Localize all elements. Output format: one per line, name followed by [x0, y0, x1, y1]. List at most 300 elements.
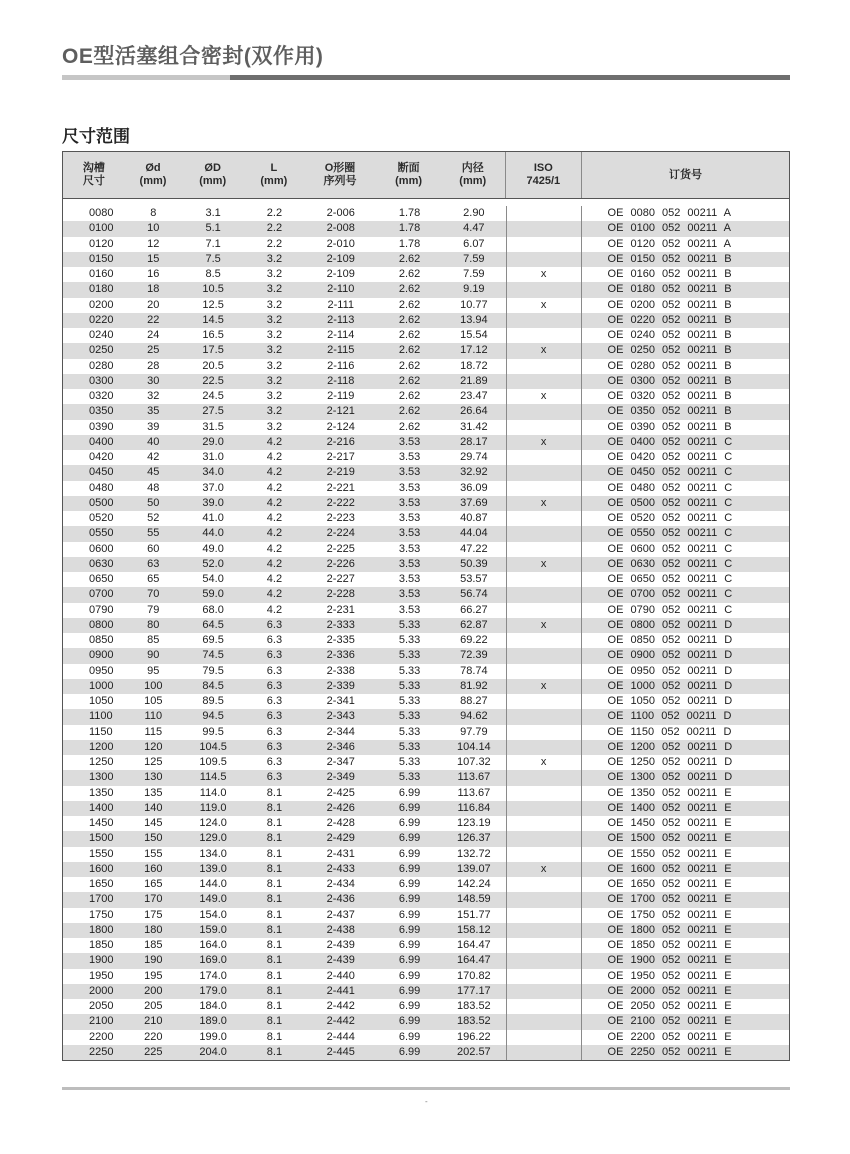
- page-title: OE型活塞组合密封(双作用): [62, 45, 324, 68]
- cell-oring-series: 2-343: [326, 710, 355, 723]
- cell-groove-size: 2100: [89, 1015, 114, 1028]
- cell-inner-diameter: 148.59: [457, 893, 491, 906]
- cell-cross-section: 6.99: [398, 878, 421, 890]
- cell-cross-section: 5.33: [398, 710, 421, 723]
- cell-outer-diameter: 8.5: [205, 268, 221, 280]
- cell-groove-size: 1250: [89, 756, 114, 768]
- cell-order-number: OE 2050 052 00211 E: [607, 1000, 732, 1012]
- cell-groove-size: 0420: [89, 451, 114, 463]
- cell-oring-series: 2-114: [327, 329, 355, 341]
- table-row: [63, 831, 789, 846]
- cell-order-number: OE 0800 052 00211 D: [607, 618, 733, 631]
- cell-groove-size: 2050: [89, 1000, 114, 1012]
- cell-cross-section: 6.99: [398, 847, 421, 860]
- cell-length: 8.1: [266, 984, 283, 997]
- header-inner-diameter: 内径 (mm): [459, 162, 487, 187]
- cell-iso-mark: [506, 908, 582, 923]
- cell-order-number: OE 0790 052 00211 C: [607, 603, 733, 616]
- table-row: [63, 328, 789, 343]
- cell-iso-mark: [506, 816, 582, 831]
- cell-outer-diameter: 114.5: [199, 771, 227, 784]
- cell-rod-diameter: 70: [147, 588, 160, 601]
- cell-groove-size: 0220: [89, 313, 114, 326]
- cell-length: 8.1: [266, 817, 283, 829]
- cell-iso-mark: x: [506, 267, 582, 282]
- cell-rod-diameter: 35: [147, 405, 160, 418]
- cell-outer-diameter: 68.0: [202, 603, 224, 616]
- cell-groove-size: 0550: [89, 527, 114, 540]
- cell-groove-size: 0600: [89, 542, 114, 555]
- cell-oring-series: 2-433: [326, 862, 355, 875]
- cell-groove-size: 0630: [89, 557, 114, 570]
- cell-length: 4.2: [266, 466, 283, 479]
- cell-order-number: OE 0520 052 00211 C: [607, 512, 733, 524]
- cell-groove-size: 0100: [89, 222, 114, 235]
- cell-cross-section: 6.99: [398, 969, 421, 982]
- cell-inner-diameter: 31.42: [460, 420, 488, 433]
- cell-inner-diameter: 32.92: [460, 466, 488, 479]
- cell-iso-mark: [506, 313, 582, 328]
- cell-iso-mark: [506, 786, 582, 801]
- cell-outer-diameter: 159.0: [199, 923, 227, 936]
- cell-order-number: OE 1700 052 00211 E: [607, 893, 732, 906]
- cell-iso-mark: [506, 252, 582, 267]
- cell-order-number: OE 1500 052 00211 E: [607, 832, 732, 845]
- cell-rod-diameter: 140: [144, 801, 163, 814]
- cell-rod-diameter: 195: [144, 969, 163, 982]
- cell-length: 2.2: [266, 237, 283, 250]
- cell-cross-section: 6.99: [398, 817, 421, 829]
- cell-rod-diameter: 8: [150, 207, 157, 219]
- table-row: [63, 801, 789, 816]
- cell-oring-series: 2-336: [326, 649, 355, 662]
- cell-iso-mark: [506, 801, 582, 816]
- cell-cross-section: 5.33: [398, 664, 421, 677]
- table-row: [63, 435, 789, 450]
- table-row: [63, 267, 789, 282]
- title-rule-light: [62, 75, 230, 80]
- cell-order-number: OE 0450 052 00211 C: [607, 466, 733, 479]
- cell-cross-section: 2.62: [398, 298, 421, 311]
- cell-length: 6.3: [266, 710, 283, 723]
- cell-length: 4.2: [266, 573, 283, 585]
- cell-inner-diameter: 53.57: [460, 573, 488, 585]
- cell-outer-diameter: 29.0: [202, 435, 224, 448]
- cell-oring-series: 2-231: [326, 603, 355, 616]
- cell-iso-mark: [506, 664, 582, 679]
- cell-oring-series: 2-113: [327, 313, 355, 326]
- cell-inner-diameter: 4.47: [463, 222, 485, 235]
- cell-rod-diameter: 205: [144, 1000, 163, 1012]
- table-row: [63, 526, 789, 541]
- cell-inner-diameter: 69.22: [460, 634, 488, 646]
- cell-cross-section: 2.62: [398, 329, 421, 341]
- cell-rod-diameter: 10: [147, 222, 160, 235]
- cell-outer-diameter: 99.5: [202, 725, 224, 738]
- cell-length: 6.3: [266, 740, 283, 753]
- cell-order-number: OE 1650 052 00211 E: [607, 878, 732, 890]
- cell-rod-diameter: 95: [147, 664, 160, 677]
- cell-outer-diameter: 54.0: [202, 573, 224, 585]
- cell-outer-diameter: 20.5: [202, 359, 224, 372]
- cell-iso-mark: x: [506, 755, 582, 770]
- cell-outer-diameter: 144.0: [199, 878, 227, 890]
- cell-groove-size: 0800: [89, 618, 114, 631]
- cell-outer-diameter: 79.5: [202, 664, 224, 677]
- cell-inner-diameter: 40.87: [460, 512, 488, 524]
- cell-rod-diameter: 79: [147, 603, 160, 616]
- cell-order-number: OE 0500 052 00211 C: [607, 496, 733, 509]
- table-row: [63, 770, 789, 785]
- header-groove-size: 沟槽 尺寸: [82, 162, 105, 187]
- cell-length: 4.2: [266, 557, 283, 570]
- cell-outer-diameter: 189.0: [199, 1015, 227, 1028]
- cell-length: 8.1: [266, 908, 283, 921]
- cell-rod-diameter: 200: [144, 984, 163, 997]
- cell-cross-section: 3.53: [398, 435, 421, 448]
- table-row: [63, 618, 789, 633]
- cell-iso-mark: x: [506, 496, 582, 511]
- cell-rod-diameter: 125: [144, 756, 163, 768]
- cell-length: 4.2: [266, 451, 283, 463]
- cell-oring-series: 2-216: [326, 435, 355, 448]
- cell-cross-section: 5.33: [398, 649, 421, 662]
- cell-rod-diameter: 48: [147, 481, 160, 494]
- cell-length: 6.3: [266, 695, 283, 707]
- size-range-table: [62, 151, 790, 1061]
- cell-cross-section: 6.99: [398, 1000, 421, 1012]
- table-row: [63, 587, 789, 602]
- cell-order-number: OE 0480 052 00211 C: [607, 481, 733, 494]
- cell-groove-size: 1050: [89, 695, 114, 707]
- table-row: [63, 450, 789, 465]
- cell-iso-mark: [506, 694, 582, 709]
- table-row: [63, 847, 789, 862]
- table-body: [63, 206, 789, 1060]
- cell-outer-diameter: 5.1: [205, 222, 221, 235]
- table-row: [63, 572, 789, 587]
- cell-groove-size: 0250: [89, 344, 114, 357]
- cell-groove-size: 0700: [89, 588, 114, 601]
- cell-order-number: OE 1950 052 00211 E: [607, 969, 732, 982]
- cell-outer-diameter: 59.0: [202, 588, 224, 601]
- cell-inner-diameter: 29.74: [460, 451, 488, 463]
- cell-order-number: OE 0900 052 00211 D: [607, 649, 733, 662]
- cell-inner-diameter: 151.77: [457, 908, 491, 921]
- cell-oring-series: 2-441: [326, 984, 355, 997]
- cell-groove-size: 1450: [89, 817, 114, 829]
- cell-cross-section: 3.53: [398, 603, 421, 616]
- cell-oring-series: 2-223: [326, 512, 355, 524]
- cell-length: 6.3: [266, 664, 283, 677]
- cell-outer-diameter: 34.0: [202, 466, 224, 479]
- cell-inner-diameter: 94.62: [460, 710, 488, 723]
- cell-oring-series: 2-346: [326, 740, 355, 753]
- cell-cross-section: 2.62: [398, 283, 421, 296]
- cell-length: 8.1: [266, 1000, 283, 1012]
- cell-groove-size: 0520: [89, 512, 114, 524]
- cell-inner-diameter: 107.32: [457, 756, 491, 768]
- cell-groove-size: 0350: [89, 405, 114, 418]
- table-row: [63, 984, 789, 999]
- cell-oring-series: 2-110: [327, 283, 355, 296]
- cell-cross-section: 2.62: [398, 405, 421, 418]
- cell-length: 4.2: [266, 435, 283, 448]
- cell-length: 4.2: [266, 496, 283, 509]
- cell-groove-size: 0120: [89, 237, 114, 250]
- cell-length: 6.3: [266, 634, 283, 646]
- cell-groove-size: 1950: [89, 969, 114, 982]
- cell-rod-diameter: 120: [144, 740, 163, 753]
- table-row: [63, 1045, 789, 1060]
- cell-inner-diameter: 116.84: [457, 801, 491, 814]
- cell-cross-section: 6.99: [398, 939, 421, 951]
- cell-rod-diameter: 16: [147, 268, 160, 280]
- cell-oring-series: 2-347: [326, 756, 355, 768]
- cell-iso-mark: [506, 877, 582, 892]
- table-row: [63, 313, 789, 328]
- cell-order-number: OE 0120 052 00211 A: [607, 237, 731, 250]
- cell-groove-size: 1500: [89, 832, 114, 845]
- cell-oring-series: 2-431: [326, 847, 355, 860]
- cell-iso-mark: x: [506, 435, 582, 450]
- cell-inner-diameter: 6.07: [463, 237, 485, 250]
- cell-outer-diameter: 104.5: [199, 740, 227, 753]
- cell-outer-diameter: 184.0: [199, 1000, 227, 1012]
- cell-iso-mark: [506, 770, 582, 785]
- cell-groove-size: 0320: [89, 390, 114, 402]
- cell-length: 6.3: [266, 756, 283, 768]
- cell-inner-diameter: 10.77: [460, 298, 488, 311]
- cell-iso-mark: x: [506, 679, 582, 694]
- cell-inner-diameter: 104.14: [457, 740, 491, 753]
- cell-cross-section: 2.62: [398, 390, 421, 402]
- cell-order-number: OE 1350 052 00211 E: [607, 786, 732, 799]
- cell-inner-diameter: 113.67: [457, 786, 491, 799]
- page-mark: -: [425, 1097, 428, 1106]
- table-row: [63, 404, 789, 419]
- cell-rod-diameter: 20: [147, 298, 160, 311]
- cell-length: 8.1: [266, 1045, 283, 1058]
- cell-rod-diameter: 28: [147, 359, 160, 372]
- cell-groove-size: 1000: [89, 679, 114, 692]
- cell-order-number: OE 2200 052 00211 E: [607, 1030, 732, 1043]
- cell-oring-series: 2-217: [326, 451, 355, 463]
- cell-iso-mark: [506, 831, 582, 846]
- cell-outer-diameter: 37.0: [202, 481, 224, 494]
- table-row: [63, 1030, 789, 1045]
- cell-rod-diameter: 80: [147, 618, 160, 631]
- cell-cross-section: 3.53: [398, 466, 421, 479]
- cell-length: 8.1: [266, 954, 283, 967]
- cell-inner-diameter: 202.57: [457, 1045, 491, 1058]
- cell-oring-series: 2-008: [326, 222, 355, 235]
- cell-iso-mark: [506, 221, 582, 236]
- cell-groove-size: 0900: [89, 649, 114, 662]
- cell-oring-series: 2-226: [326, 557, 355, 570]
- cell-inner-diameter: 13.94: [460, 313, 488, 326]
- section-title: 尺寸范围: [62, 127, 130, 146]
- cell-length: 8.1: [266, 801, 283, 814]
- cell-iso-mark: [506, 511, 582, 526]
- cell-outer-diameter: 31.0: [202, 451, 224, 463]
- cell-cross-section: 2.62: [398, 313, 421, 326]
- cell-outer-diameter: 44.0: [202, 527, 224, 540]
- cell-outer-diameter: 24.5: [202, 390, 224, 402]
- cell-oring-series: 2-439: [326, 939, 355, 951]
- cell-inner-diameter: 81.92: [460, 679, 488, 692]
- cell-rod-diameter: 42: [147, 451, 160, 463]
- cell-rod-diameter: 40: [147, 435, 160, 448]
- cell-oring-series: 2-429: [326, 832, 355, 845]
- cell-outer-diameter: 114.0: [199, 786, 227, 799]
- cell-rod-diameter: 30: [147, 374, 160, 387]
- cell-oring-series: 2-109: [326, 252, 355, 265]
- cell-outer-diameter: 164.0: [199, 939, 227, 951]
- cell-rod-diameter: 190: [144, 954, 163, 967]
- cell-outer-diameter: 139.0: [199, 862, 227, 875]
- cell-inner-diameter: 66.27: [460, 603, 488, 616]
- cell-inner-diameter: 28.17: [460, 435, 488, 448]
- cell-rod-diameter: 50: [147, 496, 160, 509]
- table-row: [63, 557, 789, 572]
- table-row: [63, 237, 789, 252]
- cell-iso-mark: x: [506, 389, 582, 404]
- cell-order-number: OE 0420 052 00211 C: [607, 451, 733, 463]
- table-row: [63, 740, 789, 755]
- cell-outer-diameter: 27.5: [202, 405, 224, 418]
- cell-cross-section: 6.99: [398, 801, 421, 814]
- cell-rod-diameter: 115: [144, 725, 163, 738]
- cell-cross-section: 6.99: [398, 923, 421, 936]
- cell-inner-diameter: 2.90: [463, 207, 485, 219]
- cell-inner-diameter: 50.39: [460, 557, 488, 570]
- cell-rod-diameter: 85: [147, 634, 160, 646]
- table-row: [63, 648, 789, 663]
- cell-length: 3.2: [266, 298, 283, 311]
- cell-cross-section: 3.53: [398, 527, 421, 540]
- cell-cross-section: 6.99: [398, 908, 421, 921]
- cell-cross-section: 5.33: [398, 740, 421, 753]
- cell-cross-section: 5.33: [398, 756, 421, 768]
- cell-length: 4.2: [266, 512, 283, 524]
- cell-outer-diameter: 17.5: [202, 344, 224, 357]
- table-row: [63, 908, 789, 923]
- table-row: [63, 755, 789, 770]
- cell-order-number: OE 0650 052 00211 C: [607, 573, 733, 585]
- cell-iso-mark: [506, 572, 582, 587]
- cell-iso-mark: [506, 587, 582, 602]
- cell-rod-diameter: 18: [147, 283, 160, 296]
- cell-order-number: OE 1550 052 00211 E: [607, 847, 732, 860]
- cell-oring-series: 2-425: [326, 786, 355, 799]
- cell-inner-diameter: 164.47: [457, 954, 491, 967]
- cell-length: 4.2: [266, 603, 283, 616]
- cell-iso-mark: [506, 1030, 582, 1045]
- cell-rod-diameter: 39: [147, 420, 160, 433]
- cell-rod-diameter: 45: [147, 466, 160, 479]
- cell-order-number: OE 1150 052 00211 D: [607, 725, 732, 738]
- cell-length: 4.2: [266, 481, 283, 494]
- cell-groove-size: 1900: [89, 954, 114, 967]
- cell-outer-diameter: 16.5: [202, 329, 224, 341]
- cell-oring-series: 2-115: [327, 344, 355, 357]
- cell-iso-mark: [506, 542, 582, 557]
- cell-oring-series: 2-219: [326, 466, 355, 479]
- cell-order-number: OE 1900 052 00211 E: [607, 954, 732, 967]
- cell-order-number: OE 1200 052 00211 D: [607, 740, 733, 753]
- cell-order-number: OE 0850 052 00211 D: [607, 634, 733, 646]
- header-order-number: 订货号: [669, 168, 703, 181]
- cell-inner-diameter: 158.12: [457, 923, 491, 936]
- cell-cross-section: 5.33: [398, 634, 421, 646]
- cell-inner-diameter: 44.04: [460, 527, 488, 540]
- cell-cross-section: 5.33: [398, 725, 421, 738]
- cell-groove-size: 1850: [89, 939, 114, 951]
- table-row: [63, 633, 789, 648]
- cell-groove-size: 2200: [89, 1030, 114, 1043]
- cell-oring-series: 2-006: [326, 207, 355, 219]
- cell-inner-diameter: 18.72: [460, 359, 488, 372]
- cell-groove-size: 0080: [89, 207, 114, 219]
- table-row: [63, 923, 789, 938]
- cell-inner-diameter: 72.39: [460, 649, 488, 662]
- cell-groove-size: 0400: [89, 435, 114, 448]
- cell-groove-size: 1200: [89, 740, 114, 753]
- cell-cross-section: 2.62: [398, 344, 421, 357]
- cell-order-number: OE 0280 052 00211 B: [607, 359, 732, 372]
- cell-rod-diameter: 220: [144, 1030, 163, 1043]
- cell-oring-series: 2-339: [326, 679, 355, 692]
- cell-rod-diameter: 22: [147, 313, 160, 326]
- cell-inner-diameter: 170.82: [457, 969, 491, 982]
- table-row: [63, 420, 789, 435]
- table-row: [63, 816, 789, 831]
- cell-length: 3.2: [266, 344, 283, 357]
- cell-iso-mark: [506, 740, 582, 755]
- cell-order-number: OE 1750 052 00211 E: [607, 908, 732, 921]
- cell-rod-diameter: 160: [144, 862, 163, 875]
- cell-order-number: OE 1250 052 00211 D: [607, 756, 733, 768]
- cell-outer-diameter: 12.5: [202, 298, 224, 311]
- table-row: [63, 969, 789, 984]
- cell-iso-mark: [506, 603, 582, 618]
- cell-inner-diameter: 113.67: [457, 771, 491, 784]
- cell-inner-diameter: 142.24: [457, 878, 491, 890]
- cell-iso-mark: [506, 481, 582, 496]
- table-row: [63, 603, 789, 618]
- cell-groove-size: 1650: [89, 878, 114, 890]
- cell-rod-diameter: 130: [144, 771, 163, 784]
- cell-groove-size: 0500: [89, 496, 114, 509]
- cell-length: 3.2: [266, 374, 283, 387]
- table-row: [63, 664, 789, 679]
- cell-inner-diameter: 97.79: [460, 725, 488, 738]
- cell-length: 3.2: [266, 405, 283, 418]
- cell-groove-size: 2250: [89, 1045, 114, 1058]
- cell-groove-size: 1600: [89, 862, 114, 875]
- cell-inner-diameter: 123.19: [457, 817, 491, 829]
- table-row: [63, 221, 789, 236]
- table-row: [63, 282, 789, 297]
- cell-oring-series: 2-222: [326, 496, 355, 509]
- cell-order-number: OE 0300 052 00211 B: [607, 374, 732, 387]
- cell-groove-size: 0950: [89, 664, 114, 677]
- cell-outer-diameter: 89.5: [202, 695, 224, 707]
- cell-inner-diameter: 7.59: [463, 252, 485, 265]
- cell-cross-section: 6.99: [398, 984, 421, 997]
- cell-inner-diameter: 37.69: [460, 496, 488, 509]
